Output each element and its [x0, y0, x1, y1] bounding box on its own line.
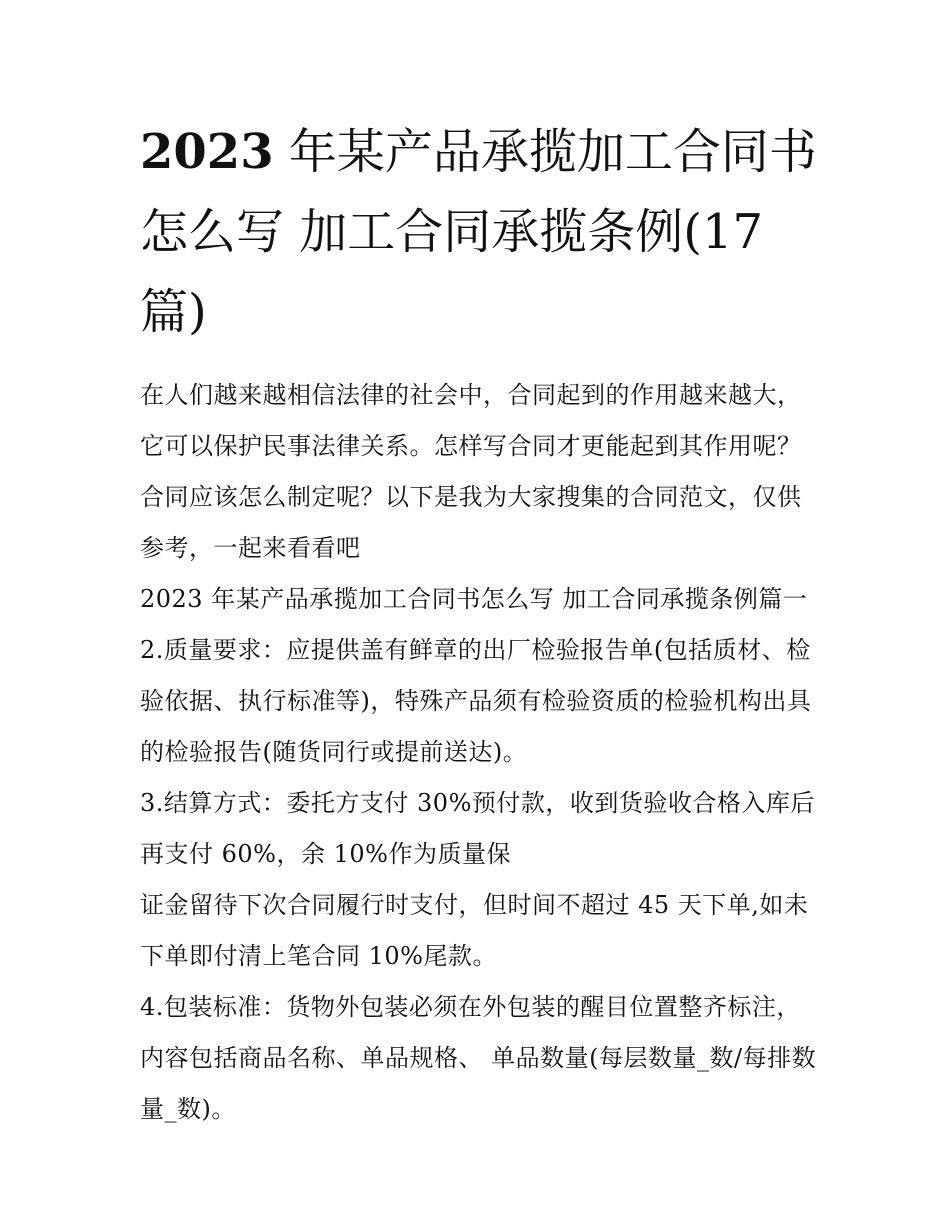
title-text: 年某产品承揽加工合同书怎么写 加工合同承揽条例(17篇) [140, 124, 817, 340]
document-title [140, 112, 820, 352]
document-body [140, 370, 820, 1135]
clause-packaging: 4.包装标准：货物外包装必须在外包装的醒目位置整齐标注，内容包括商品名称、单品规格、 单品数量(每层数量_数/每排数量_数)。 [140, 993, 817, 1123]
clause-quality: 2.质量要求：应提供盖有鲜章的出厂检验报告单(包括质材、检验依据、执行标准等)，特殊产品须有检验资质的检验机构出具的检验报告(随货同行或提前送达)。 [140, 636, 812, 766]
intro-paragraph: 在人们越来越相信法律的社会中，合同起到的作用越来越大，它可以保护民事法律关系。怎样写合同才更能起到其作用呢？合同应该怎么制定呢？以下是我为大家搜集的合同范文，仅供参考，一起来看看吧 [140, 381, 802, 562]
clause-settlement-continued: 证金留待下次合同履行时支付，但时间不超过 45 天下单,如未下单即付清上笔合同 10%尾款。 [140, 891, 809, 970]
document-page [140, 112, 820, 1135]
clause-settlement: 3.结算方式：委托方支付 30%预付款，收到货验收合格入库后再支付 60%，余 10%作为质量保 [140, 789, 815, 868]
section-heading: 2023 年某产品承揽加工合同书怎么写 加工合同承揽条例篇一 [140, 585, 808, 613]
title-year: 2023 [140, 124, 274, 180]
